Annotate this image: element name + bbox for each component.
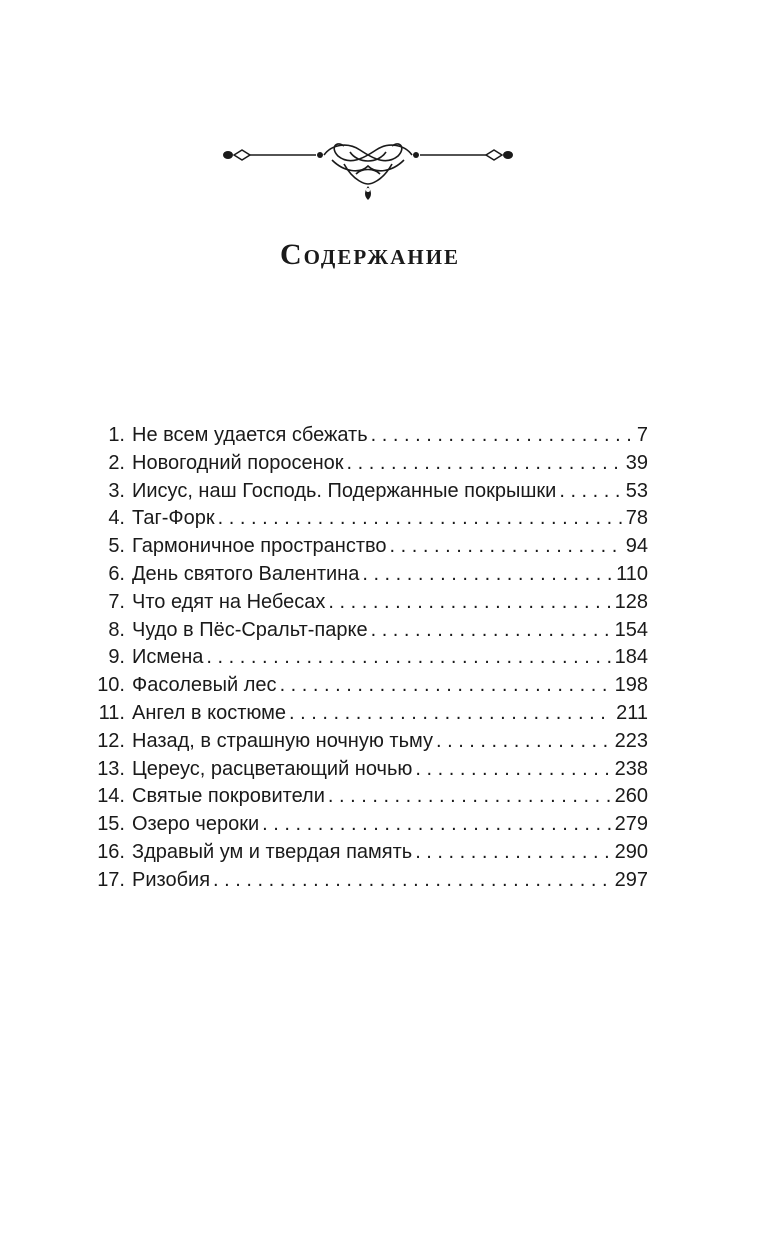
toc-leader: [415, 756, 610, 784]
page-title: Содержание: [279, 238, 461, 271]
toc-number: 3.: [108, 479, 125, 502]
ornament-flourish-icon: [220, 138, 516, 210]
toc-page: 297: [614, 868, 648, 891]
toc-page: 184: [614, 646, 648, 669]
toc-title: Ризобия: [132, 868, 211, 891]
toc-page: 211: [616, 701, 648, 724]
toc-title: Здравый ум и твердая память: [132, 840, 413, 863]
toc-leader: [280, 672, 611, 700]
toc-number: 4.: [108, 507, 125, 530]
toc-number: 10.: [97, 674, 125, 697]
toc-number: 2.: [108, 451, 125, 474]
toc-number: 9.: [108, 646, 125, 669]
toc-title: Фасолевый лес: [132, 674, 277, 697]
toc-title: День святого Валентина: [132, 562, 360, 585]
toc-page: 223: [614, 729, 648, 752]
toc-page: 94: [625, 535, 648, 558]
toc-entry-16: [88, 839, 648, 867]
toc-number: 16.: [97, 840, 125, 863]
toc-entry-5: [88, 533, 648, 561]
toc-entry-15: [88, 811, 648, 839]
toc-number: 5.: [108, 535, 125, 558]
toc-title: Исмена: [132, 646, 204, 669]
toc-page: 198: [614, 674, 648, 697]
toc-entry-4: [88, 505, 648, 533]
toc-leader: [206, 644, 610, 672]
toc-entry-12: [88, 728, 648, 756]
toc-page: 260: [614, 785, 648, 808]
toc-leader: [213, 867, 611, 895]
toc-leader: [436, 728, 611, 756]
toc-number: 8.: [108, 618, 125, 641]
toc-title: Таг-Форк: [132, 507, 215, 530]
toc-number: 14.: [97, 785, 125, 808]
toc-title: Иисус, наш Господь. Подержанные покрышки: [132, 479, 557, 502]
table-of-contents: [88, 422, 648, 895]
toc-page: 53: [625, 479, 648, 502]
toc-number: 6.: [108, 562, 125, 585]
toc-entry-14: [88, 783, 648, 811]
toc-title: Назад, в страшную ночную тьму: [132, 729, 433, 752]
toc-leader: [390, 533, 622, 561]
toc-entry-10: [88, 672, 648, 700]
toc-leader: [346, 450, 621, 478]
toc-entry-11: [88, 700, 648, 728]
toc-title: Ангел в костюме: [132, 701, 287, 724]
toc-number: 11.: [98, 701, 125, 724]
toc-title: Озеро чероки: [132, 813, 260, 836]
toc-page: 279: [614, 813, 648, 836]
toc-title: Святые покровители: [132, 785, 325, 808]
toc-page: 290: [614, 840, 648, 863]
toc-entry-9: [88, 644, 648, 672]
toc-page: 78: [625, 507, 648, 530]
toc-title: Не всем удается сбежать: [132, 424, 368, 446]
toc-leader: [218, 505, 622, 533]
toc-page: 110: [616, 562, 648, 585]
toc-leader: [328, 589, 610, 617]
toc-leader: [371, 422, 633, 450]
toc-entry-13: [88, 756, 648, 784]
toc-entry-17: [88, 867, 648, 895]
toc-leader: [559, 478, 621, 506]
toc-entry-1: [88, 422, 648, 450]
toc-leader: [262, 811, 610, 839]
toc-number: 1.: [108, 424, 125, 446]
toc-entry-3: [88, 478, 648, 506]
toc-entry-8: [88, 617, 648, 645]
toc-leader: [328, 783, 611, 811]
toc-number: 15.: [97, 813, 125, 836]
toc-leader: [415, 839, 610, 867]
toc-page: 7: [636, 424, 648, 446]
toc-title: Чудо в Пёс-Сральт-парке: [132, 618, 368, 641]
toc-title: Гармоничное пространство: [132, 535, 387, 558]
toc-entry-6: [88, 561, 648, 589]
toc-title: Что едят на Небесах: [132, 590, 326, 613]
toc-title: Цереус, расцветающий ночью: [132, 757, 413, 780]
toc-leader: [289, 700, 612, 728]
toc-page: 238: [614, 757, 648, 780]
toc-number: 17.: [97, 868, 125, 891]
toc-number: 12.: [97, 729, 125, 752]
toc-page: 39: [625, 451, 648, 474]
toc-page: 154: [614, 618, 648, 641]
toc-leader: [362, 561, 612, 589]
toc-number: 7.: [108, 590, 125, 613]
toc-page: 128: [614, 590, 648, 613]
toc-entry-7: [88, 589, 648, 617]
toc-leader: [371, 617, 611, 645]
toc-entry-2: [88, 450, 648, 478]
toc-number: 13.: [97, 757, 125, 780]
toc-title: Новогодний поросенок: [132, 451, 344, 474]
